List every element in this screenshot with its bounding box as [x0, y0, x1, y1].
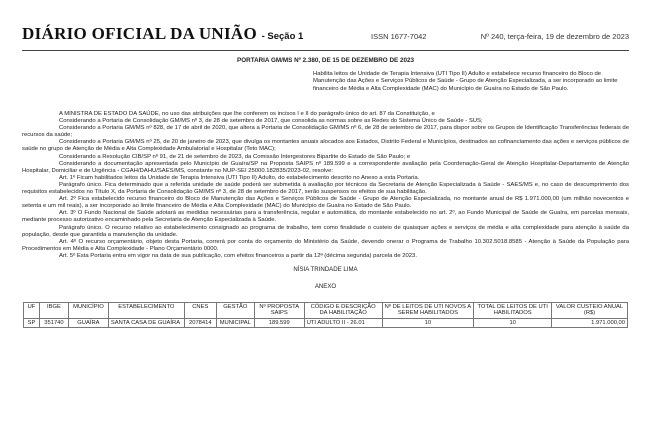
cell-valor: 1.971.000,00 — [552, 318, 628, 328]
paragraph: Art. 2º Fica estabelecido recurso financeiro do Bloco de Manutenção das Ações e Serviços Públicos de Saúde - Grupo de Atenção Especializada, no montante anual de R$ 1.971.000,00 (um milhão novecentos e setenta e um mil reais), a ser incorporado ao limite financeiro de Média e Alta Complexidade (MAC) do Município de Guaíra no Estado de São Paulo. — [22, 196, 629, 210]
column-header: MUNICÍPIO — [68, 303, 108, 319]
paragraph: Considerando a Resolução CIB/SP nº 91, de 21 de setembro de 2023, da Comissão Intergestores Bipartite do Estado de São Paulo; e — [59, 153, 411, 160]
column-header: VALOR CUSTEIO ANUAL (R$) — [552, 303, 628, 319]
edition-info: Nº 240, terça-feira, 19 de dezembro de 2023 — [480, 32, 629, 41]
cell-cnes: 2078414 — [184, 318, 216, 328]
cell-ibge: 351740 — [39, 318, 68, 328]
paragraph: Art. 5º Esta Portaria entra em vigor na data de sua publicação, com efeitos financeiros a partir da 12ª (décima segunda) parcela de 2023. — [59, 252, 417, 259]
column-header: IBGE — [39, 303, 68, 319]
annex-title: ANEXO — [314, 283, 337, 290]
cell-leitos-total: 10 — [474, 318, 552, 328]
cell-proposta: 189.599 — [254, 318, 304, 328]
issn: ISSN 1677-7042 — [371, 32, 427, 41]
cell-habilitacao: UTI ADULTO II - 26.01 — [304, 318, 382, 328]
portaria-title: PORTARIA GM/MS Nº 2.380, DE 15 DE DEZEMBRO DE 2023 — [237, 57, 414, 64]
column-header: TOTAL DE LEITOS DE UTI HABILITADOS — [474, 303, 552, 319]
cell-estabelecimento: SANTA CASA DE GUAÍRA — [108, 318, 184, 328]
masthead-title: DIÁRIO OFICIAL DA UNIÃO — [22, 24, 258, 43]
cell-uf: SP — [24, 318, 40, 328]
portaria-ementa: Habilita leitos de Unidade de Terapia Intensiva (UTI Tipo II) Adulto e estabelece recurso financeiro do Bloco de Manutenção das Ações e Serviços Públicos de Saúde - Grupo de Atenção Especializada, a ser incorporado ao limite financeiro de Média e Alta Complexidade (MAC) do Município de Guaíra no Estado de São Paulo. — [313, 71, 618, 92]
paragraph: Considerando a Portaria GM/MS nº 828, de 17 de abril de 2020, que altera a Portaria de Consolidação GM/MS nº 6, de 28 de setembro de 2017, para dispor sobre os Grupos de Identificação Transferências federais de recursos da saúde; — [22, 125, 629, 139]
column-header: UF — [24, 303, 40, 319]
paragraph: A MINISTRA DE ESTADO DA SAÚDE, no uso das atribuições que lhe conferem os incisos I e II do parágrafo único do art. 87 da Constituição, e — [59, 111, 435, 117]
paragraph: Considerando a Portaria de Consolidação GM/MS nº 3, de 28 de setembro de 2017, que consolida as normas sobre as Redes do Sistema Único de Saúde - SUS; — [59, 118, 483, 125]
column-header: GESTÃO — [216, 303, 254, 319]
cell-gestao: MUNICIPAL — [216, 318, 254, 328]
column-header: Nº DE LEITOS DE UTI NOVOS A SEREM HABILITADOS — [382, 303, 474, 319]
table-row — [24, 318, 628, 328]
paragraph: Art. 4º O recurso orçamentário, objeto desta Portaria, correrá por conta do orçamento do Ministério da Saúde, devendo onerar o Programa de Trabalho 10.302.5018.8585 - Atenção à Saúde da População para Procedimentos em Média e Alta Complexidade - Plano Orçamentário 0000. — [22, 238, 629, 252]
cell-leitos-novos: 10 — [382, 318, 474, 328]
section-label: - Seção 1 — [261, 31, 304, 42]
paragraph: Art. 3º O Fundo Nacional de Saúde adotará as medidas necessárias para a transferência, regular e automática, do montante estabelecido no art. 2º, ao Fundo Municipal de Saúde de Guaíra, em parcelas mensais, mediante processo autorizativo encaminhado pela Secretaria de Atenção Especializada à Saúde. — [22, 210, 629, 224]
column-header: CÓDIGO E DESCRIÇÃO DA HABILITAÇÃO — [304, 303, 382, 319]
column-header: Nº PROPOSTA SAIPS — [254, 303, 304, 319]
cell-municipio: GUAÍRA — [68, 318, 108, 328]
table-header-row — [24, 303, 628, 319]
paragraph: Art. 1º Ficam habilitados leitos da Unidade de Terapia Intensiva (UTI Tipo II) Adulto, do estabelecimento descrito no Anexo a esta Portaria. — [59, 174, 420, 181]
page-header — [22, 24, 629, 50]
column-header: ESTABELECIMENTO — [108, 303, 184, 319]
annex-table — [23, 302, 628, 328]
column-header: CNES — [184, 303, 216, 319]
masthead — [22, 24, 303, 44]
portaria-body — [22, 111, 629, 260]
paragraph: Considerando a documentação apresentada pelo Município de Guaíra/SP na Proposta SAIPS nº 189.599 e a correspondente avaliação pela Coordenação-Geral de Atenção Hospitalar-Departamento de Atenção Hospitalar, Domiciliar e de Urgência - CGAH/DAHU/SAES/MS, constante no NUP-SEI 25000.182835/2023-02, resolve: — [22, 160, 629, 174]
paragraph: Considerando a Portaria GM/MS nº 25, de 20 de janeiro de 2023, que divulga os montantes anuais alocados aos Estados, Distrito Federal e Municípios, destinados ao cofinanciamento das ações e serviços públicos de saúde no grupo de Atenção de Média e Alta Complexidade Ambulatorial e Hospitalar (Teto MAC); — [22, 139, 629, 153]
signer-name: NÍSIA TRINDADE LIMA — [293, 266, 358, 273]
paragraph: Parágrafo único. Fica determinado que a referida unidade de saúde poderá ser submetida à avaliação por técnicos da Secretaria de Atenção Especializada à Saúde - SAES/MS e, no caso de descumprimento dos requisitos estabelecidos no Título X, da Portaria de Consolidação GM/MS nº 3, de 28 de setembro de 2017, serão suspensos os efeitos de sua habilitação. — [22, 181, 629, 196]
paragraph: Parágrafo único. O recurso relativo ao estabelecimento consignado ao programa de trabalho, tem como finalidade o custeio de quaisquer ações e serviços de média e alta complexidade para atenção à saúde da população, desde que garantida a manutenção da unidade. — [22, 224, 629, 238]
header-divider — [22, 50, 629, 51]
